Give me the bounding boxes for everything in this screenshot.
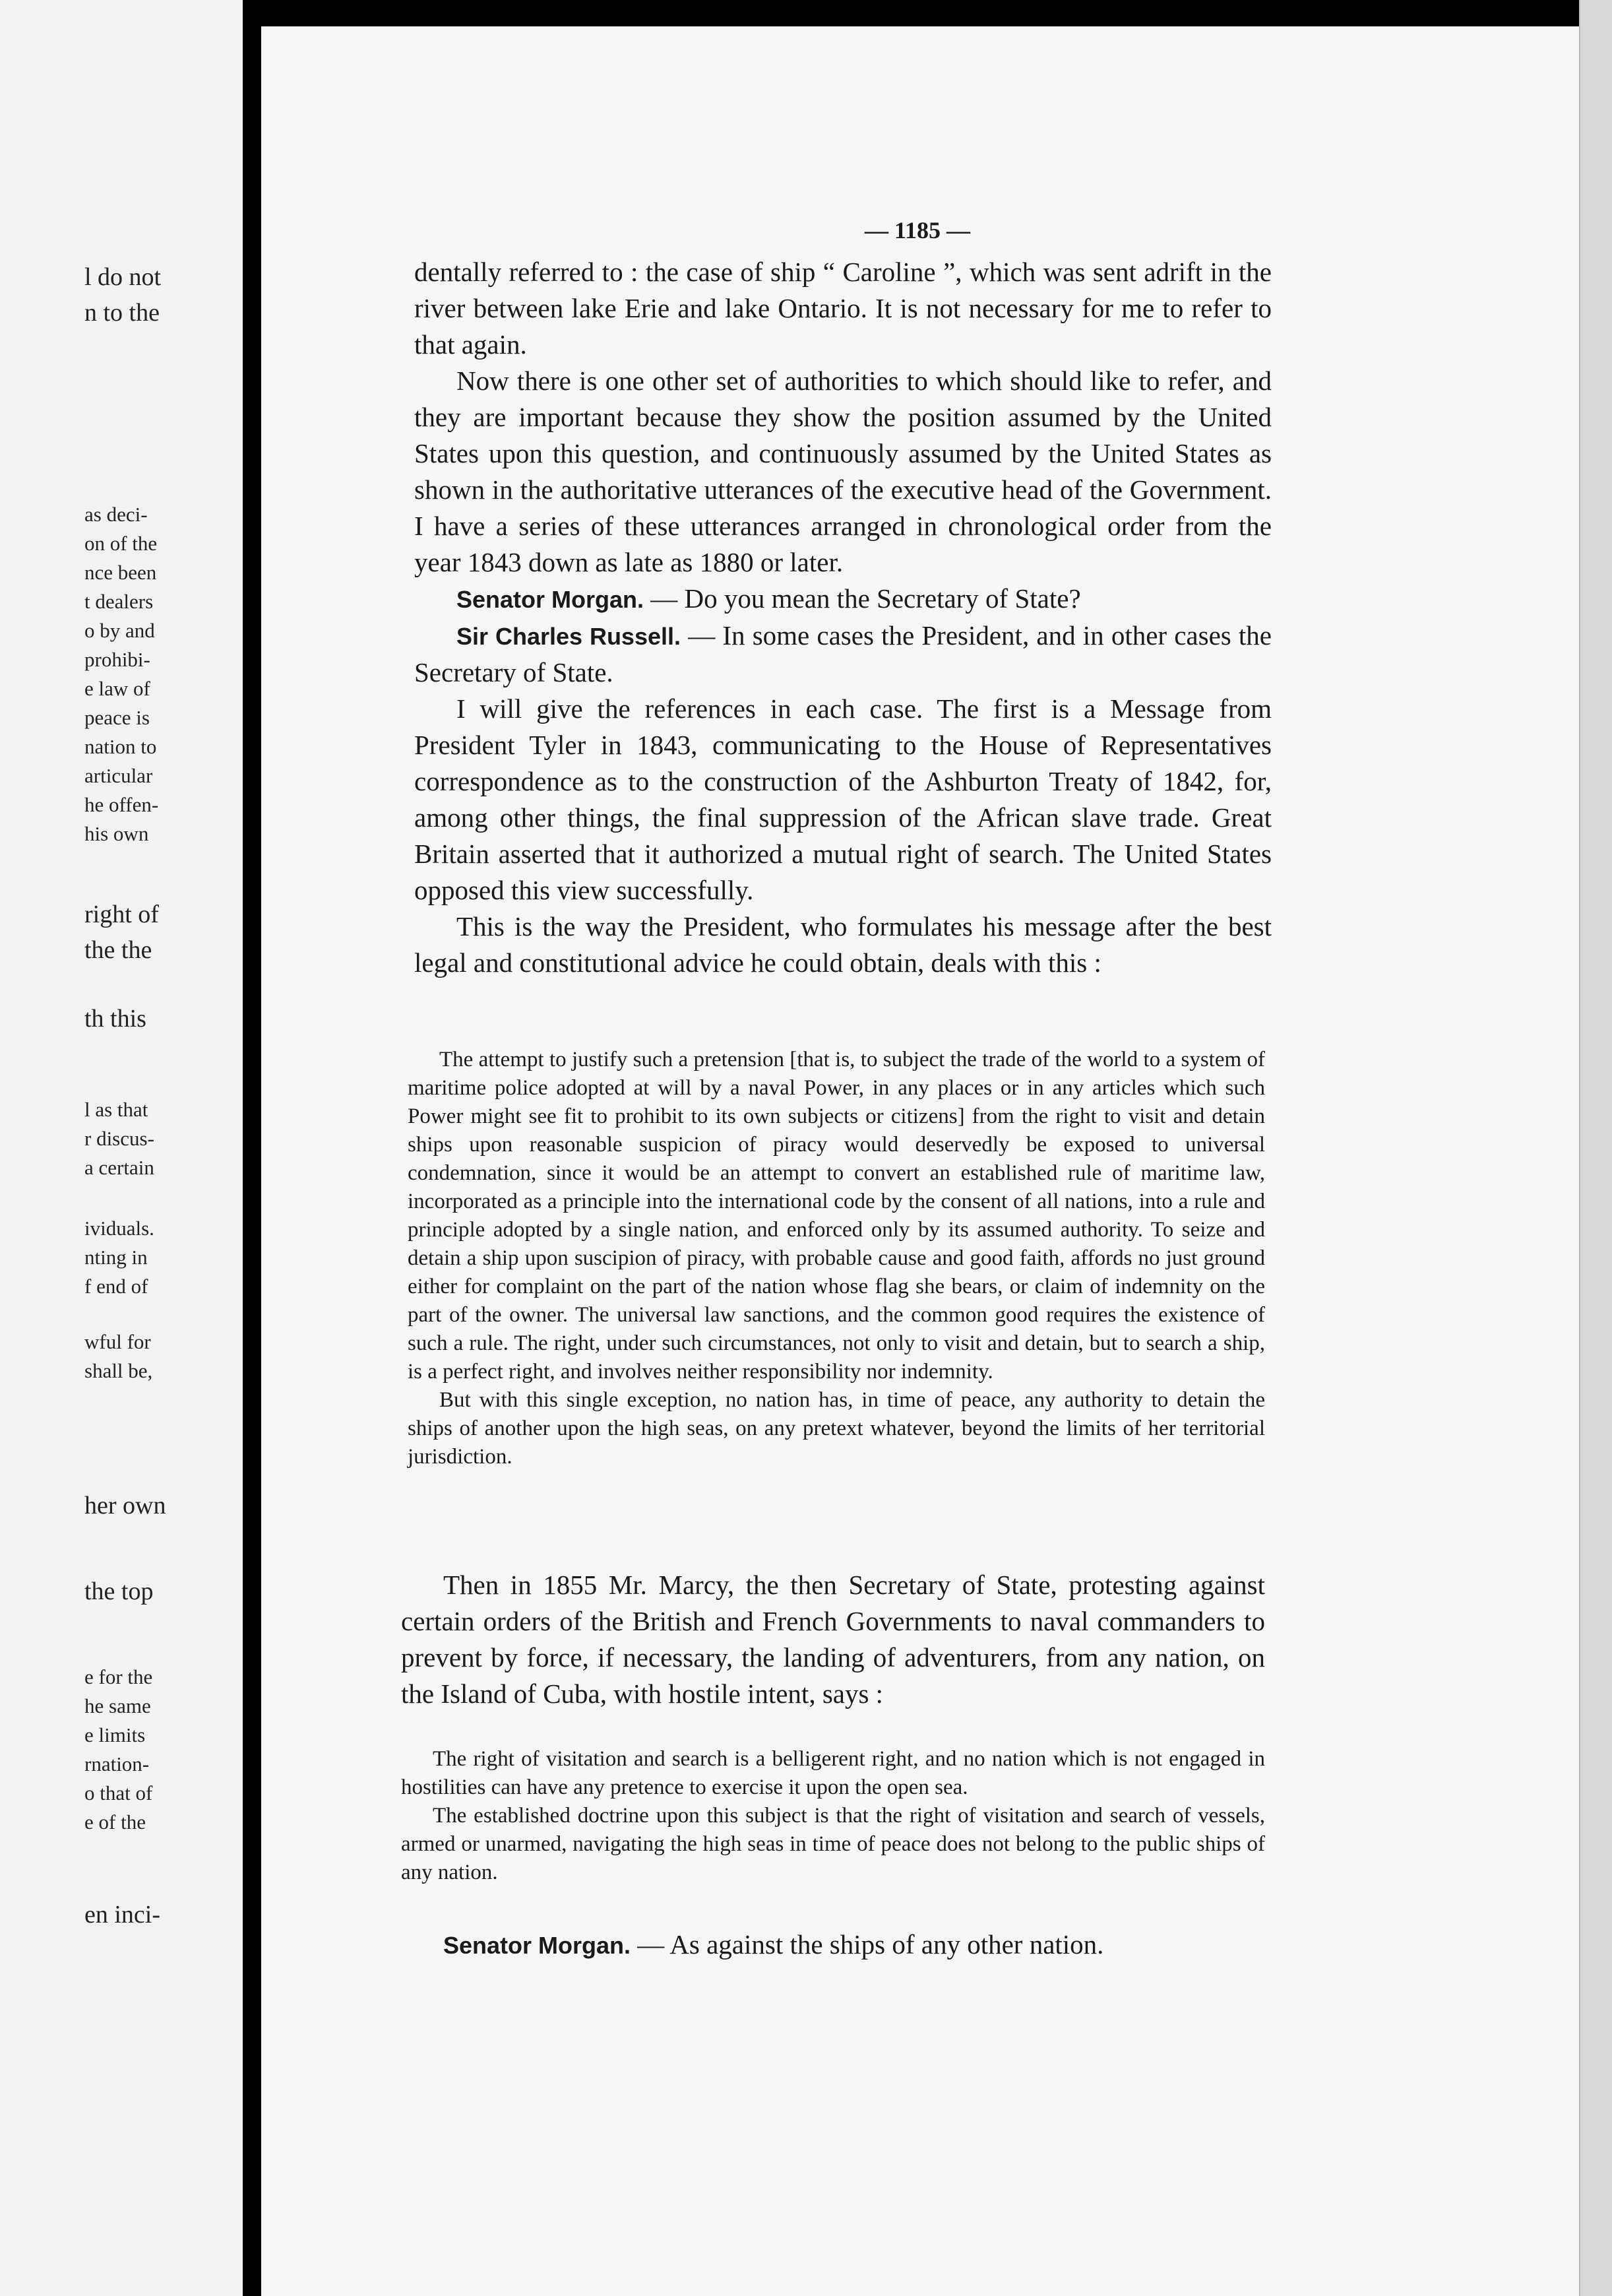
speaker-name: Senator Morgan.: [443, 1932, 631, 1959]
left-page-fragment: his own: [84, 822, 149, 845]
dialogue-line: [443, 1927, 1268, 1963]
left-page-fragment: e law of: [84, 677, 150, 700]
speaker-name: Sir Charles Russell.: [456, 623, 681, 650]
page-gutter: [243, 0, 261, 2296]
left-page-fragment: he same: [84, 1694, 151, 1717]
paragraph: This is the way the President, who formulates his message after the best legal and constitutional advice he could obtain, deals with this :: [414, 911, 1272, 978]
quote-paragraph: The attempt to justify such a pretension [that is, to subject the trade of the world to a system of maritime police adopted at will by a naval Power, in any places or in any articles which such Power might see fit to prohibit to its own subjects or citizens] from the right to visit and detain ships upon reasonable suspicion of piracy would deservedly be exposed to universal condemnation, since it would be an attempt to convert an established rule of maritime law, incorporated as a principle into the international code by the consent of all nations, into a rule and principle adopted by a single nation, and enforced only by its assumed authority. To seize and detain a ship upon suscipion of piracy, with probable cause and good faith, affords no just ground either for complaint on the part of the nation whose flag she bears, or claim of indemnity on the part of the owner. The universal law sanctions, and the common good requires the existence of such a rule. The right, under such circumstances, not only to visit and detain, but to search a ship, is a perfect right, and involves neither responsibility nor indemnity.: [408, 1048, 1265, 1384]
left-page-fragment: right of: [84, 901, 159, 928]
left-page-fragment: r discus-: [84, 1127, 154, 1150]
block-quote: [401, 1745, 1265, 1887]
quote-paragraph: The right of visitation and search is a belligerent right, and no nation which is not engaged in hostilities can have any pretence to exercise it upon the open sea.: [401, 1747, 1265, 1799]
quote-paragraph: The established doctrine upon this subject is that the right of visitation and search of vessels, armed or unarmed, navigating the high seas in time of peace does not belong to the public ships of any nation.: [401, 1804, 1265, 1884]
left-page-fragment: o that of: [84, 1781, 153, 1804]
left-page-fragment: o by and: [84, 619, 155, 642]
left-page-fragment: n to the: [84, 299, 160, 327]
paragraph: I will give the references in each case. The first is a Message from President Tyler in 1843, communicating to the House of Representatives correspondence as to the construction of the Ashburton Treaty of 1842, for, among other things, the final suppression of the African slave trade. Great Britain asserted that it authorized a mutual right of search. The United States opposed this view successfully.: [414, 693, 1272, 905]
left-page-fragment: peace is: [84, 706, 150, 729]
left-page-fragment: th this: [84, 1005, 146, 1033]
left-page-fragment: the top: [84, 1578, 154, 1605]
left-page-fragment: t dealers: [84, 590, 154, 613]
left-page-fragment: her own: [84, 1492, 166, 1519]
dialogue-text: — Do you mean the Secretary of State?: [644, 583, 1081, 614]
left-page-fragment: en inci-: [84, 1901, 161, 1929]
left-page-fragment: the the: [84, 936, 152, 964]
left-page-fragment: l do not: [84, 263, 162, 291]
left-page-text: [0, 0, 243, 2296]
left-page-fragment: shall be,: [84, 1359, 153, 1382]
left-page-fragment: a certain: [84, 1156, 154, 1179]
left-page-fragment: he offen-: [84, 793, 159, 816]
left-page-fragment: nce been: [84, 561, 157, 584]
left-page-fragment: e for the: [84, 1665, 153, 1688]
left-page-fragment: e limits: [84, 1723, 146, 1746]
left-page-fragment: as deci-: [84, 503, 148, 526]
body-text: [414, 254, 1272, 981]
main-page: [261, 26, 1612, 2296]
left-page-fragment: articular: [84, 764, 153, 787]
dialogue-text: — As against the ships of any other nation.: [631, 1929, 1104, 1960]
left-page-fragment: e of the: [84, 1810, 146, 1834]
left-page-fragment: nation to: [84, 735, 157, 758]
speaker-name: Senator Morgan.: [456, 586, 644, 613]
block-quote: [408, 1046, 1265, 1471]
left-page-fragment: prohibi-: [84, 648, 150, 671]
dialogue-line: [414, 618, 1272, 691]
left-page: [0, 0, 243, 2296]
left-page-fragment: f end of: [84, 1275, 148, 1298]
left-page-fragment: rnation-: [84, 1752, 150, 1775]
right-page-edge: [1579, 0, 1612, 2296]
left-page-fragment: wful for: [84, 1330, 151, 1353]
paragraph: dentally referred to : the case of ship “ Caroline ”, which was sent adrift in the river between lake Erie and lake Ontario. It is not necessary for me to refer to that again.: [414, 257, 1272, 360]
paragraph: Now there is one other set of authorities to which should like to refer, and they are important because they show the position assumed by the United States upon this question, and continuously assumed by the United States as shown in the authoritative utterances of the executive head of the Government. I have a series of these utterances arranged in chronological order from the year 1843 down as late as 1880 or later.: [414, 366, 1272, 577]
left-page-fragment: nting in: [84, 1246, 148, 1269]
left-page-fragment: l as that: [84, 1098, 148, 1121]
page-number: — 1185 —: [864, 217, 970, 243]
dialogue-text: — In some cases the President, and in other cases the Secretary of State.: [414, 620, 1272, 687]
dialogue-line: [414, 581, 1272, 618]
paragraph: Then in 1855 Mr. Marcy, the then Secretary of State, protesting against certain orders of the British and French Governments to naval commanders to prevent by force, if necessary, the landing of adventurers, from any nation, on the Island of Cuba, with hostile intent, says :: [401, 1570, 1265, 1709]
left-page-fragment: on of the: [84, 532, 158, 555]
body-text: [401, 1567, 1265, 1712]
quote-paragraph: But with this single exception, no nation has, in time of peace, any authority to detain the ships of another upon the high seas, on any pretext whatever, beyond the limits of her territorial jurisdiction.: [408, 1388, 1265, 1469]
left-page-fragment: ividuals.: [84, 1217, 154, 1240]
